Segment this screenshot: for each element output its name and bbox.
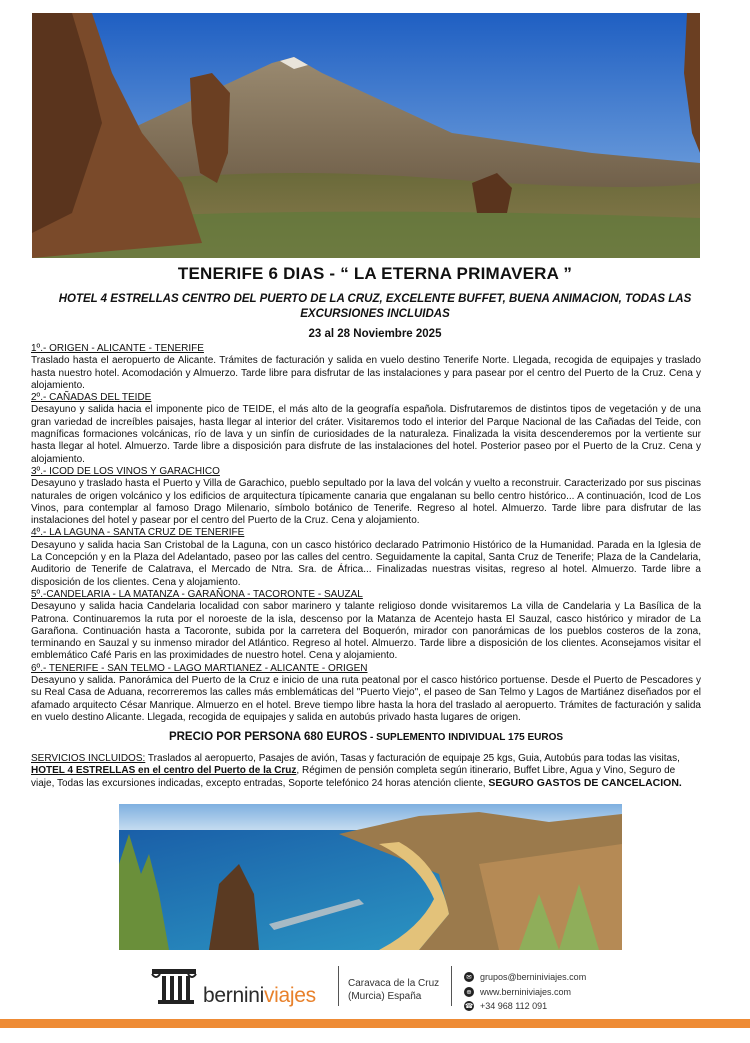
cancellation-insurance: SEGURO GASTOS DE CANCELACION. <box>488 777 682 790</box>
day-1-text: Traslado hasta el aeropuerto de Alicante. Trámites de facturación y salida en vuelo destino Tenerife Norte. Llegada, recogida de equipajes y traslado hasta nuestro hotel. Acomodación y Almuerzo. Tarde libre para disfrutar de las instalaciones y para pasear por el centro del Puerto de la Cruz. Cena y alojamiento. <box>31 355 701 391</box>
email-text[interactable]: grupos@berniniviajes.com <box>480 972 587 982</box>
teide-photo <box>32 13 700 258</box>
brand-part-1: bernini <box>203 984 264 1007</box>
services-text-2: , Régimen de pensión completa según itinerario, Buffet Libre, Agua y Vino, Seguro de viaje, Todas las excursiones indicadas, excepto entradas, Soporte telefónico 24 horas atención cliente, <box>31 764 676 790</box>
email-row[interactable] <box>464 970 586 985</box>
bernini-viajes-logo[interactable] <box>150 966 330 1006</box>
services-text-1: Traslados al aeropuerto, Pasajes de avión, Tasas y facturación de equipaje 25 kgs, Guia, Autobús para todas las visitas, <box>145 752 680 764</box>
day-3-heading: 3º.- ICOD DE LOS VINOS Y GARACHICO <box>31 465 220 477</box>
day-4-text: Desayuno y salida hacia San Cristobal de la Laguna, con un casco histórico declarado Patrimonio Histórico de la Humanidad. Parada en la Iglesia de La Concepción y en la Plaza del Adelantado, paseo por las calles del centro. Seguidamente la capital, Santa Cruz de Tenerife; Plaza de la Candelaria, Auditorio de Tenerife de Calatrava, el Mercado de Ntra. Sra. de África... Finalizadas nuestras visitas, regreso al hotel. Almuerzo. Tarde libre a disposición de los clientes. Cena y alojamiento. <box>31 539 701 588</box>
day-3-text: Desayuno y traslado hasta el Puerto y Villa de Garachico, pueblo sepultado por la lava del volcán y vuelto a reconstruir. Caracterizado por sus piscinas naturales de origen volcánico y los edificios de arquitectura típicamente canaria que engalanan su bello centro histórico... A continuación, Icod de Los Vinos, para contemplar al famoso Drago Milenario, símbolo botánico de Tenerife. Regreso al hotel. Almuerzo. Tarde libre para disfrutar de las instalaciones del hotel y pasear por el centro del Puerto de la Cruz. Cena y alojamiento. <box>31 478 701 527</box>
price-line <box>31 731 701 744</box>
trip-dates: 23 al 28 Noviembre 2025 <box>308 328 442 340</box>
teide-landscape-image <box>32 13 700 258</box>
itinerary <box>31 343 701 790</box>
day-4-heading: 4º.- LA LAGUNA - SANTA CRUZ DE TENERIFE <box>31 527 245 539</box>
day-2-heading: 2º.- CAÑADAS DEL TEIDE <box>31 392 152 404</box>
phone-row[interactable] <box>464 999 586 1014</box>
footer-divider-1 <box>338 966 339 1006</box>
teresitas-beach-image <box>119 804 622 950</box>
address-line-1: Caravaca de la Cruz <box>348 978 440 989</box>
day-2-text: Desayuno y salida hacia el imponente pico de TEIDE, el más alto de la geografía española. Disfrutaremos de distintos tipos de vegetación y de una gran variedad de increíbles paisajes, hasta llegar al interior del cráter. Visitaremos todo el interior del Parque Nacional de las Cañadas del Teide, con magníficas formaciones volcánicas, río de lava y un sinfín de curiosidades de la naturaleza. Finalizada la visita descenderemos por la vertiente sur hasta llegar al hotel. Almuerzo. Tarde libre a disposición para disfrute de las instalaciones del hotel. Posterior paseo por el Puerto de la Cruz. Cena y alojamiento. <box>31 404 701 465</box>
footer-divider-2 <box>451 966 452 1006</box>
day-5-heading: 5º.-CANDELARIA - LA MATANZA - GARAÑONA - TACORONTE - SAUZAL <box>31 588 363 600</box>
day-1-heading: 1º.- ORIGEN - ALICANTE - TENERIFE <box>31 343 204 354</box>
phone-text[interactable]: +34 968 112 091 <box>480 1001 548 1011</box>
price-label: PRECIO POR PERSONA 680 EUROS <box>168 731 368 744</box>
day-6-text: Desayuno y salida. Panorámica del Puerto de la Cruz e inicio de una ruta peatonal por el casco histórico portuense. Desde el Puerto de Pescadores y su Real Casa de Aduana, recorreremos las calles más emblemáticas del "Puerto Viejo", el paseo de San Telmo y Lagos de Martiánez diseñados por el afamado arquitecto César Manrique. Almuerzo en el hotel. Breve tiempo libre hasta la hora del traslado al aeropuerto. Trámites de facturación y salida en vuelo destino Alicante. Llegada, recogida de equipajes y salida en autobús privado hasta lugares de origen. <box>31 675 701 723</box>
single-supplement: - SUPLEMENTO INDIVIDUAL 175 EUROS <box>367 732 564 744</box>
phone-icon: ☎ <box>464 1002 474 1011</box>
web-row[interactable] <box>464 985 586 1000</box>
services-label: SERVICIOS INCLUIDOS: <box>31 752 146 764</box>
beach-photo <box>119 804 622 950</box>
address-line-2: (Murcia) España <box>348 991 422 1002</box>
day-5-text: Desayuno y salida hacia Candelaria localidad con sabor marinero y talante religioso donde vvisitaremos La villa de Candelaria y La Basílica de la Patrona. Continuaremos la ruta por el noroeste de la isla, descenso por la Matanza de Acentejo hasta El Sauzal, casco histórico y mirador de La Garañona. Continuación hasta a Tacoronte, subida por la carretera del Boquerón, mirador con panorámicas de los pueblos costeros de la zona, terminando en Sauzal y su inmenso mirador del Atlántico. Regreso al hotel. Almuerzo. Tarde libre a disposición de los clientes. Aconsejamos visitar el emblemático Café Paris en las proximidades de nuestro hotel. Cena y alojamiento. <box>31 601 701 662</box>
trip-title: TENERIFE 6 DIAS - “ LA ETERNA PRIMAVERA ” <box>177 264 573 283</box>
brand-name <box>203 984 316 1008</box>
services-hotel: HOTEL 4 ESTRELLAS en el centro del Puerto de la Cruz <box>31 764 297 776</box>
contact-info <box>464 970 586 1014</box>
web-text[interactable]: www.berniniviajes.com <box>480 986 572 997</box>
globe-icon: ⊕ <box>464 987 474 997</box>
brand-part-2: viajes <box>263 984 316 1007</box>
trip-subtitle: HOTEL 4 ESTRELLAS CENTRO DEL PUERTO DE LA CRUZ, EXCELENTE BUFFET, BUENA ANIMACION, TODAS LAS EXCURSIONES INCLUIDAS <box>58 293 692 320</box>
address <box>348 977 439 1003</box>
services-included <box>31 753 701 791</box>
day-6-heading: 6º.- TENERIFE - SAN TELMO - LAGO MARTIANEZ - ALICANTE - ORIGEN <box>31 662 368 674</box>
column-icon <box>150 966 198 1006</box>
footer <box>0 960 750 1020</box>
mail-icon: ✉ <box>464 972 474 982</box>
footer-accent-bar <box>0 1019 750 1028</box>
